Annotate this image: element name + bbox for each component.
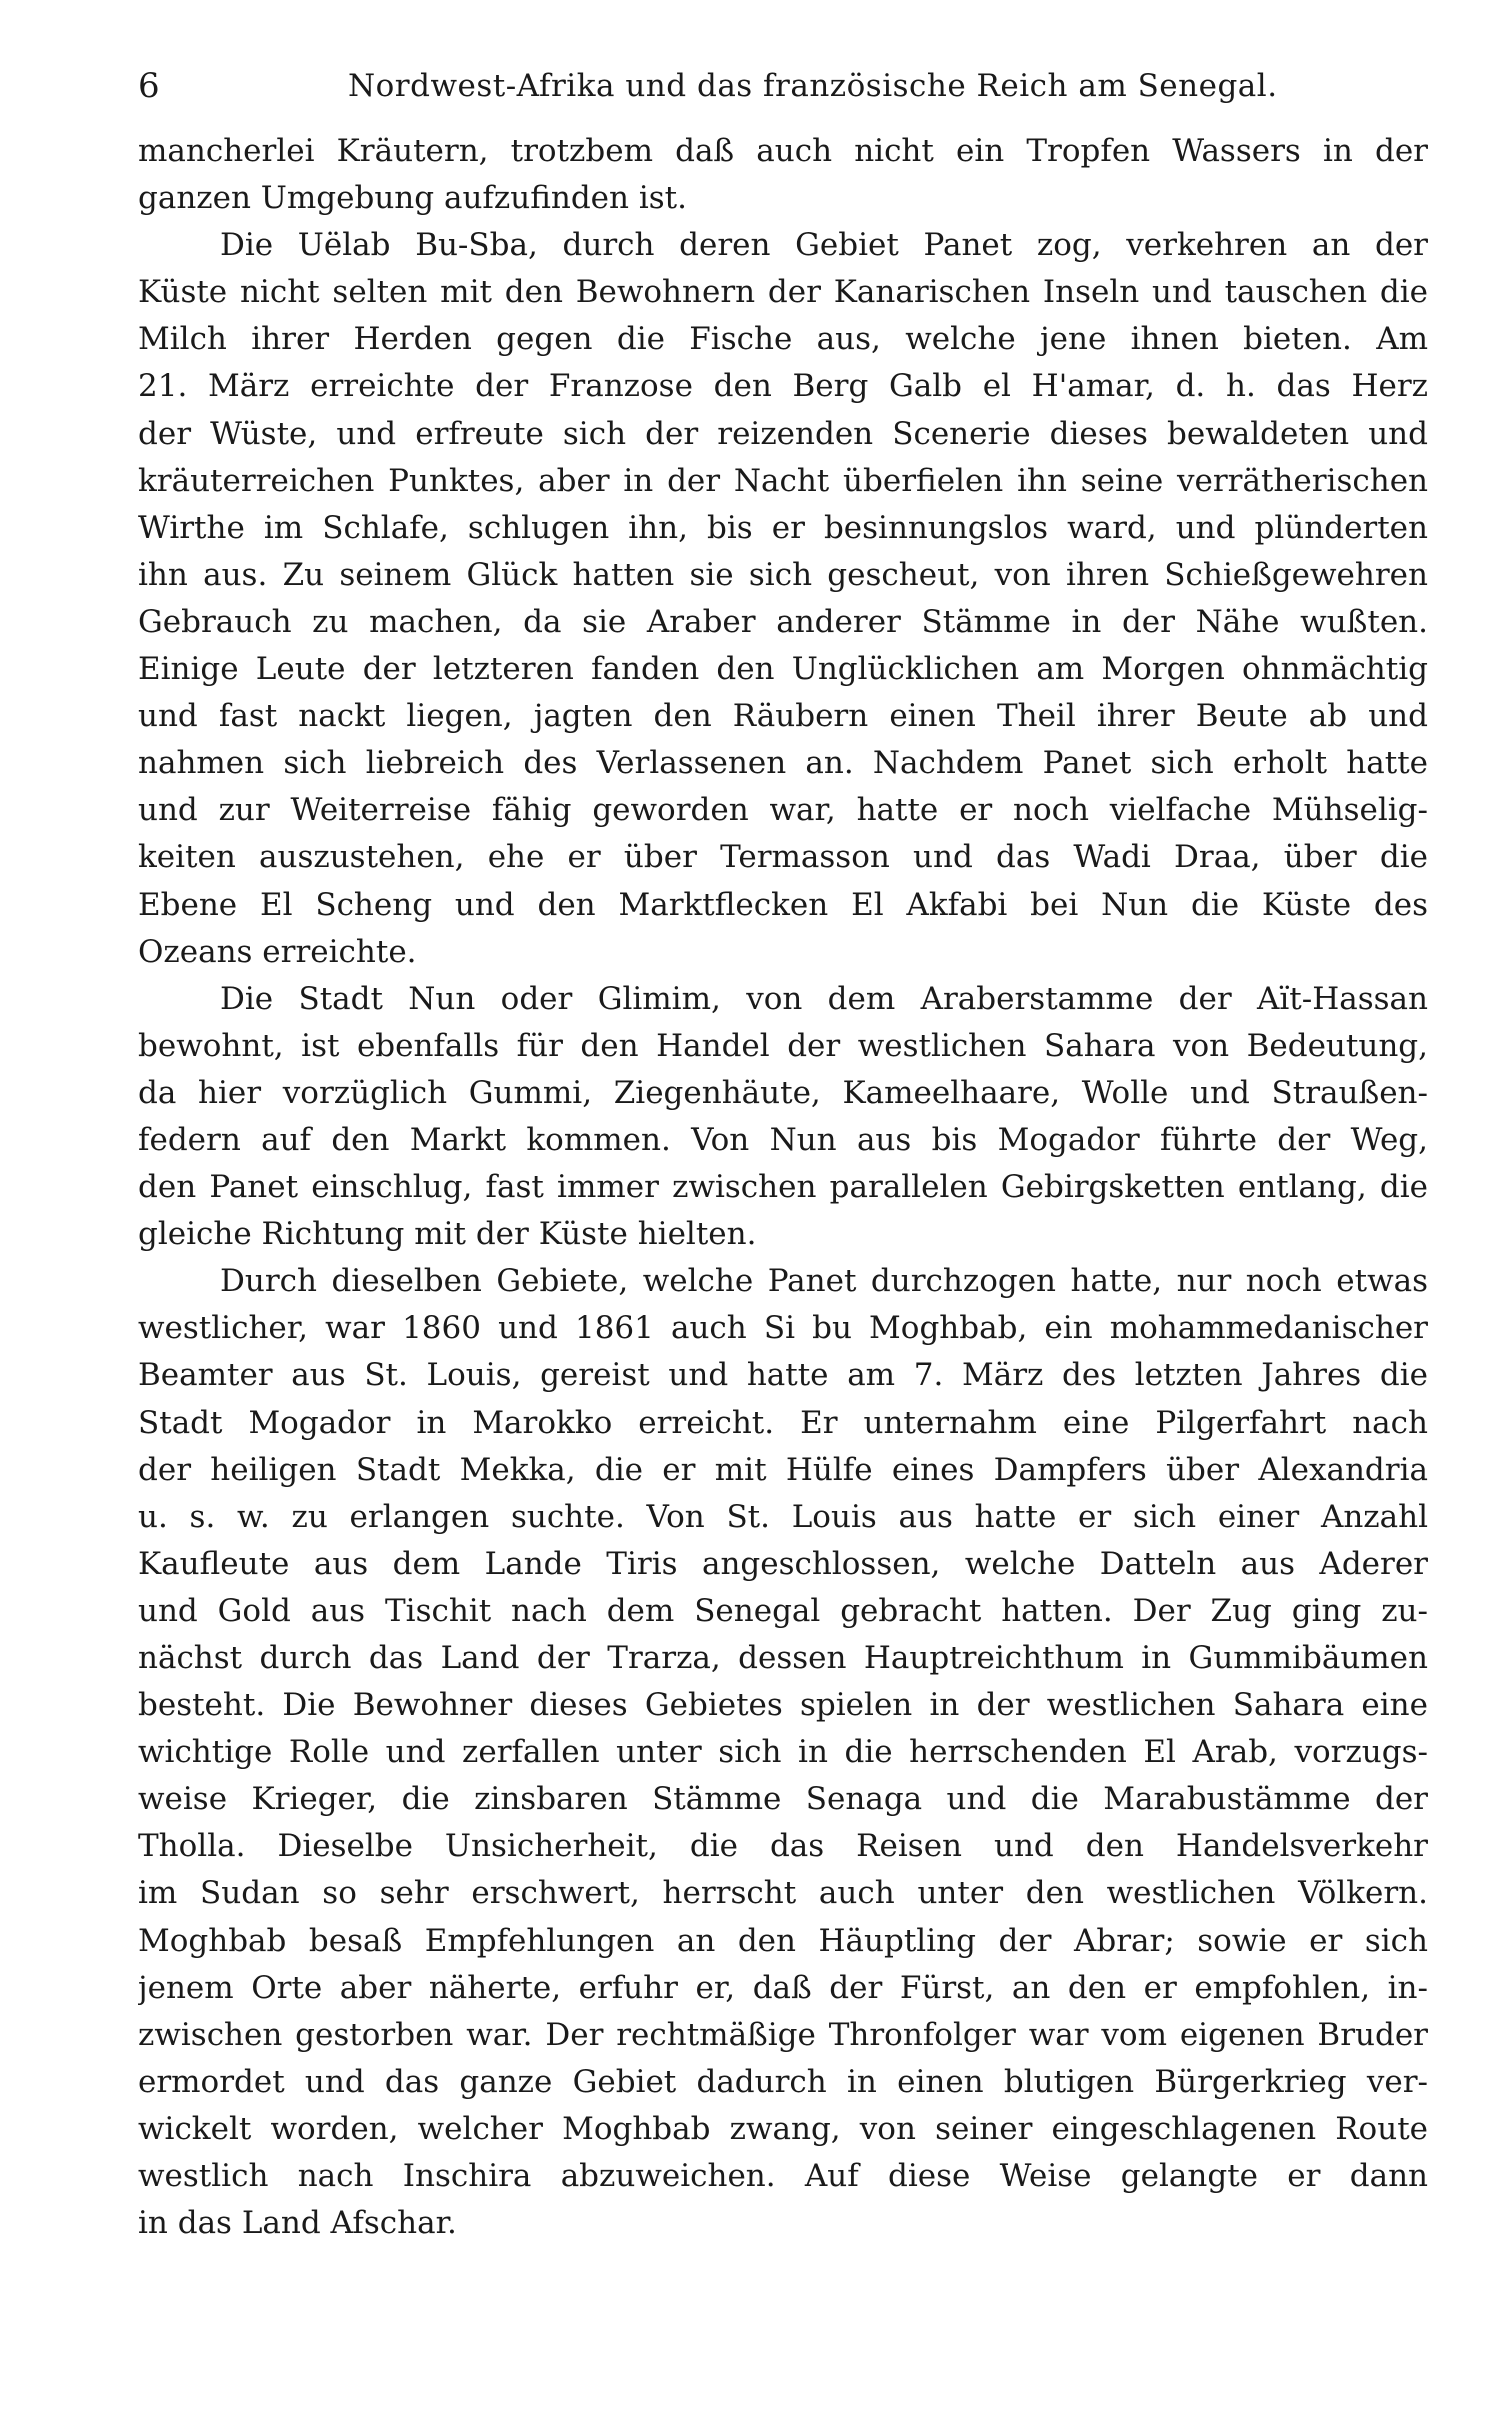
paragraph (138, 128, 1428, 222)
text-line: keiten auszustehen, ehe er über Termasson und das Wadi Draa, über die (138, 839, 1428, 876)
text-line: Gebrauch zu machen, da sie Araber anderer Stämme in der Nähe wußten. (138, 603, 1428, 640)
text-line: und zur Weiterreise fähig geworden war, hatte er noch vielfache Mühselig- (138, 792, 1428, 829)
text-line: den Panet einschlug, fast immer zwischen parallelen Gebirgsketten entlang, die (138, 1169, 1428, 1206)
page-header (138, 58, 1428, 110)
paragraph (138, 222, 1428, 976)
text-line: der Wüste, und erfreute sich der reizenden Scenerie dieses bewaldeten und (138, 415, 1428, 452)
text-line: weise Krieger, die zinsbaren Stämme Senaga und die Marabustämme der (138, 1781, 1428, 1818)
text-line: Durch dieselben Gebiete, welche Panet durchzogen hatte, nur noch etwas (220, 1263, 1428, 1300)
text-line: federn auf den Markt kommen. Von Nun aus bis Mogador führte der Weg, (138, 1121, 1428, 1158)
text-line: und fast nackt liegen, jagten den Räubern einen Theil ihrer Beute ab und (138, 698, 1428, 735)
text-line: Moghbab besaß Empfehlungen an den Häuptling der Abrar; sowie er sich (138, 1922, 1428, 1959)
text-line: ihn aus. Zu seinem Glück hatten sie sich gescheut, von ihren Schießgewehren (138, 556, 1428, 593)
running-title: Nordwest-Afrika und das französische Reich am Senegal. (348, 68, 1278, 104)
page-number: 6 (138, 66, 160, 106)
text-line: bewohnt, ist ebenfalls für den Handel der westlichen Sahara von Bedeutung, (138, 1027, 1428, 1064)
text-line: Die Stadt Nun oder Glimim, von dem Araberstamme der Aït-Hassan (220, 980, 1428, 1017)
text-line: Milch ihrer Herden gegen die Fische aus, welche jene ihnen bieten. Am (138, 321, 1428, 358)
text-line: Tholla. Dieselbe Unsicherheit, die das Reisen und den Handelsverkehr (138, 1828, 1428, 1865)
paragraph (138, 1258, 1428, 2247)
text-line: ganzen Umgebung aufzufinden ist. (138, 180, 687, 217)
text-line: mancherlei Kräutern, trotzbem daß auch nicht ein Tropfen Wassers in der (138, 133, 1428, 169)
text-line: da hier vorzüglich Gummi, Ziegenhäute, Kameelhaare, Wolle und Straußen- (138, 1074, 1428, 1111)
text-line: Wirthe im Schlafe, schlugen ihn, bis er besinnungslos ward, und plünderten (138, 509, 1428, 546)
text-line: der heiligen Stadt Mekka, die er mit Hülfe eines Dampfers über Alexandria (138, 1451, 1428, 1488)
text-line: besteht. Die Bewohner dieses Gebietes spielen in der westlichen Sahara eine (138, 1687, 1428, 1724)
text-line: Ozeans erreichte. (138, 933, 417, 970)
text-line: 21. März erreichte der Franzose den Berg Galb el H'amar, d. h. das Herz (138, 368, 1428, 405)
text-line: u. s. w. zu erlangen suchte. Von St. Louis aus hatte er sich einer Anzahl (138, 1498, 1428, 1535)
text-line: Beamter aus St. Louis, gereist und hatte am 7. März des letzten Jahres die (138, 1357, 1428, 1394)
text-line: nächst durch das Land der Trarza, dessen Hauptreichthum in Gummibäumen (138, 1640, 1428, 1676)
text-line: kräuterreichen Punktes, aber in der Nacht überfielen ihn seine verrätherischen (138, 462, 1428, 499)
text-line: westlich nach Inschira abzuweichen. Auf diese Weise gelangte er dann (138, 2158, 1428, 2195)
text-line: Stadt Mogador in Marokko erreicht. Er unternahm eine Pilgerfahrt nach (138, 1404, 1428, 1441)
paragraph (138, 976, 1428, 1259)
text-line: Einige Leute der letzteren fanden den Unglücklichen am Morgen ohnmächtig (138, 651, 1428, 688)
text-line: gleiche Richtung mit der Küste hielten. (138, 1216, 757, 1253)
text-line: wichtige Rolle und zerfallen unter sich in die herrschenden El Arab, vorzugs- (138, 1734, 1428, 1771)
text-line: zwischen gestorben war. Der rechtmäßige Thronfolger war vom eigenen Bruder (138, 2016, 1428, 2053)
body-text (138, 128, 1428, 2247)
text-line: Kaufleute aus dem Lande Tiris angeschlossen, welche Datteln aus Aderer (138, 1545, 1428, 1582)
text-line: Ebene El Scheng und den Marktflecken El Akfabi bei Nun die Küste des (138, 886, 1428, 923)
text-line: westlicher, war 1860 und 1861 auch Si bu Moghbab, ein mohammedanischer (138, 1310, 1428, 1347)
text-line: und Gold aus Tischit nach dem Senegal gebracht hatten. Der Zug ging zu- (138, 1592, 1428, 1629)
text-line: Küste nicht selten mit den Bewohnern der Kanarischen Inseln und tauschen die (138, 274, 1428, 311)
text-line: nahmen sich liebreich des Verlassenen an. Nachdem Panet sich erholt hatte (138, 745, 1428, 782)
text-line: ermordet und das ganze Gebiet dadurch in einen blutigen Bürgerkrieg ver- (138, 2063, 1428, 2100)
text-line: im Sudan so sehr erschwert, herrscht auch unter den westlichen Völkern. (138, 1875, 1428, 1912)
text-line: wickelt worden, welcher Moghbab zwang, von seiner eingeschlagenen Route (138, 2110, 1428, 2147)
book-page (138, 58, 1428, 2247)
text-line: jenem Orte aber näherte, erfuhr er, daß der Fürst, an den er empfohlen, in- (138, 1969, 1428, 2006)
text-line: Die Uëlab Bu-Sba, durch deren Gebiet Panet zog, verkehren an der (220, 227, 1428, 264)
text-line: in das Land Afschar. (138, 2205, 457, 2242)
